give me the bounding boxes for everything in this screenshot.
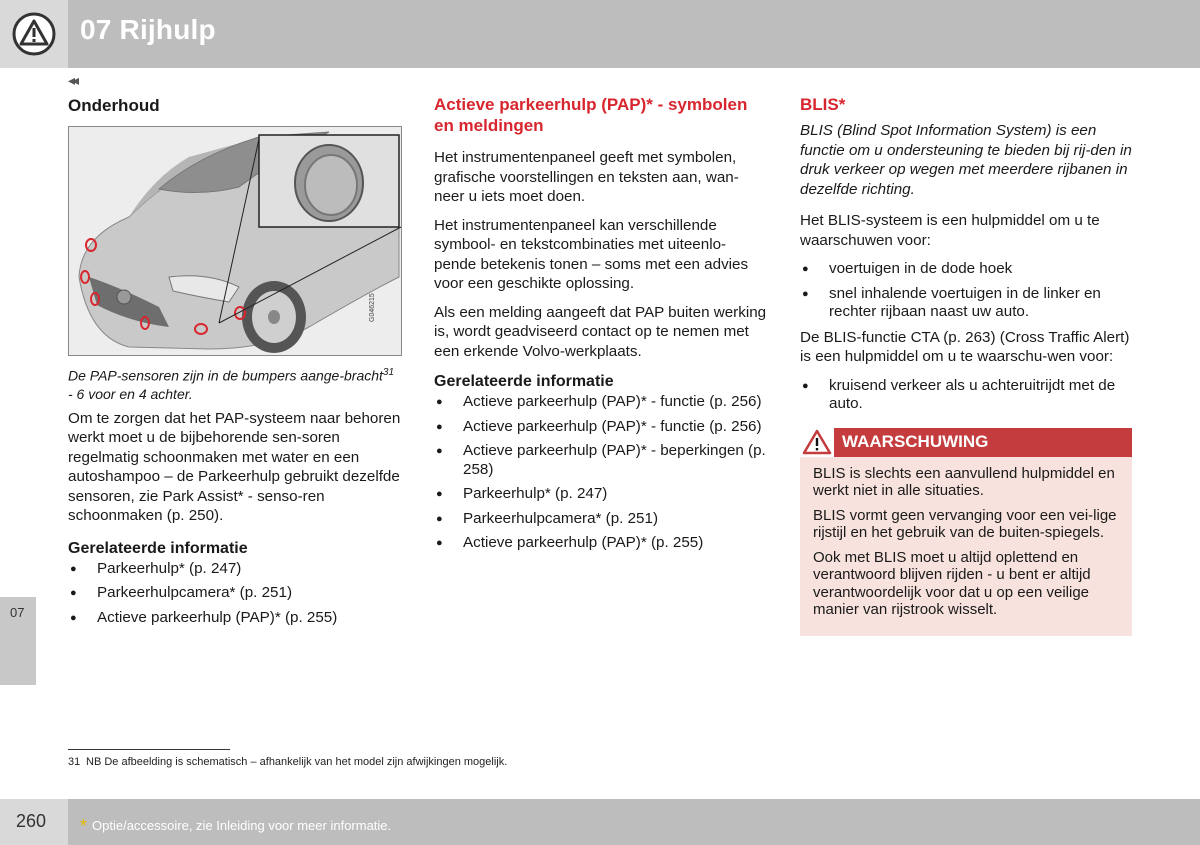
warning-box xyxy=(800,428,1132,636)
related-link[interactable]: ● Parkeerhulpcamera* (p. 251) xyxy=(68,584,402,603)
section-heading-pap: Actieve parkeerhulp (PAP)* - symbolen en meldingen xyxy=(434,95,748,135)
page-number: 260 xyxy=(16,811,47,831)
related-info-list xyxy=(68,560,402,628)
column-pap-symbols xyxy=(434,94,768,559)
related-link[interactable]: ● Parkeerhulp* (p. 247) xyxy=(68,560,402,579)
related-info-heading: Gerelateerde informatie xyxy=(68,539,248,557)
warning-paragraph: BLIS vormt geen vervanging voor een vei-lige rijstijl en het gebruik van de buiten-spiegels. xyxy=(813,506,1117,541)
car-sensor-figure xyxy=(68,126,402,356)
list-item: ● kruisend verkeer als u achteruitrijdt met de auto. xyxy=(800,377,1132,414)
car-illustration xyxy=(69,127,402,356)
blis-paragraph: Het BLIS-systeem is een hulpmiddel om u te waarschuwen voor: xyxy=(800,212,1100,249)
page-footer xyxy=(0,799,1200,845)
warning-body xyxy=(800,457,1132,636)
warning-header xyxy=(800,428,1132,457)
list-item: ● snel inhalende voertuigen in de linker en rechter rijbaan naast uw auto. xyxy=(800,285,1132,322)
related-info-list xyxy=(434,393,768,553)
related-link[interactable]: ● Actieve parkeerhulp (PAP)* (p. 255) xyxy=(68,609,402,628)
pap-paragraph: Als een melding aangeeft dat PAP buiten werking is, wordt geadviseerd contact op te nemen met een erkende Volvo-werkplaats. xyxy=(434,303,767,360)
pap-paragraph: Het instrumentenpaneel geeft met symbolen, grafische voorstellingen en teksten aan, wan-neer u iets moet doen. xyxy=(434,149,739,205)
related-link[interactable]: ● Actieve parkeerhulp (PAP)* - functie (p. 256) xyxy=(434,418,768,437)
pap-paragraph: Het instrumentenpaneel kan verschillende symbool- en tekstcombinaties met uiteenlo-pende betekenis tonen – soms met een advies voor een geschikte oplossing. xyxy=(434,216,749,292)
section-heading-blis: BLIS* xyxy=(800,95,846,114)
star-icon: * xyxy=(80,816,88,836)
chapter-title: 07 Rijhulp xyxy=(80,14,216,45)
footnote-text: NB De afbeelding is schematisch – afhankelijk van het model zijn afwijkingen mogelijk. xyxy=(86,756,508,768)
list-item: ● voertuigen in de dode hoek xyxy=(800,260,1132,279)
figure-caption-text-end: - 6 voor en 4 achter. xyxy=(68,385,193,402)
related-link[interactable]: ● Actieve parkeerhulp (PAP)* (p. 255) xyxy=(434,534,768,553)
blis-bullet-list xyxy=(800,260,1132,322)
warning-triangle-icon xyxy=(800,428,834,457)
chapter-side-tab-label: 07 xyxy=(10,605,25,620)
warning-paragraph: BLIS is slechts een aanvullend hulpmiddel en werkt niet in alle situaties. xyxy=(813,464,1115,499)
column-blis xyxy=(800,94,1132,636)
chapter-side-tab xyxy=(0,597,36,685)
blis-paragraph: De BLIS-functie CTA (p. 263) (Cross Traffic Alert) is een hulpmiddel om u te waarschu-wen voor: xyxy=(800,328,1130,365)
maintenance-paragraph: Om te zorgen dat het PAP-systeem naar behoren werkt moet u de bijbehorende sen-soren regelmatig schoonmaken met water en een autoshampoo – de Parkeerhulp gebruikt dezelfde sensoren, zie Park Assist* - senso-ren schoonmaken (p. 250). xyxy=(68,409,401,525)
footnote-divider xyxy=(68,749,230,750)
blis-intro: BLIS (Blind Spot Information System) is een functie om u ondersteuning te bieden bij rij-den in druk verkeer op wegen met meerdere rijbanen in dezelfde richting. xyxy=(800,122,1132,198)
section-heading-maintenance: Onderhoud xyxy=(68,96,160,115)
warning-paragraph: Ook met BLIS moet u altijd oplettend en verantwoord blijven rijden - u bent er altijd verantwoordelijk voor dat u op een veilige manier van rijstrook wisselt. xyxy=(813,548,1091,618)
figure-code: G046215 xyxy=(369,293,376,322)
warning-triangle-icon xyxy=(12,12,56,56)
related-link[interactable]: ● Parkeerhulpcamera* (p. 251) xyxy=(434,510,768,529)
related-info-heading: Gerelateerde informatie xyxy=(434,373,614,390)
option-note-text: Optie/accessoire, zie Inleiding voor meer informatie. xyxy=(92,818,392,833)
header-icon-box xyxy=(0,0,68,68)
option-note xyxy=(80,814,391,835)
related-link[interactable]: ● Parkeerhulp* (p. 247) xyxy=(434,485,768,504)
back-arrows-icon[interactable]: ◂◂ xyxy=(68,72,77,88)
page-header xyxy=(0,0,1200,68)
footnote-number: 31 xyxy=(68,756,81,768)
figure-caption-text: De PAP-sensoren zijn in de bumpers aange-bracht xyxy=(68,367,383,384)
page-number-box xyxy=(0,799,68,845)
figure-caption xyxy=(68,364,402,403)
warning-title: WAARSCHUWING xyxy=(842,431,989,451)
footnote xyxy=(68,756,507,768)
related-link[interactable]: ● Actieve parkeerhulp (PAP)* - beperkingen (p. 258) xyxy=(434,442,768,479)
related-link[interactable]: ● Actieve parkeerhulp (PAP)* - functie (p. 256) xyxy=(434,393,768,412)
blis-bullet-list xyxy=(800,377,1132,414)
footnote-ref[interactable]: 31 xyxy=(382,367,395,378)
column-maintenance xyxy=(68,94,402,633)
